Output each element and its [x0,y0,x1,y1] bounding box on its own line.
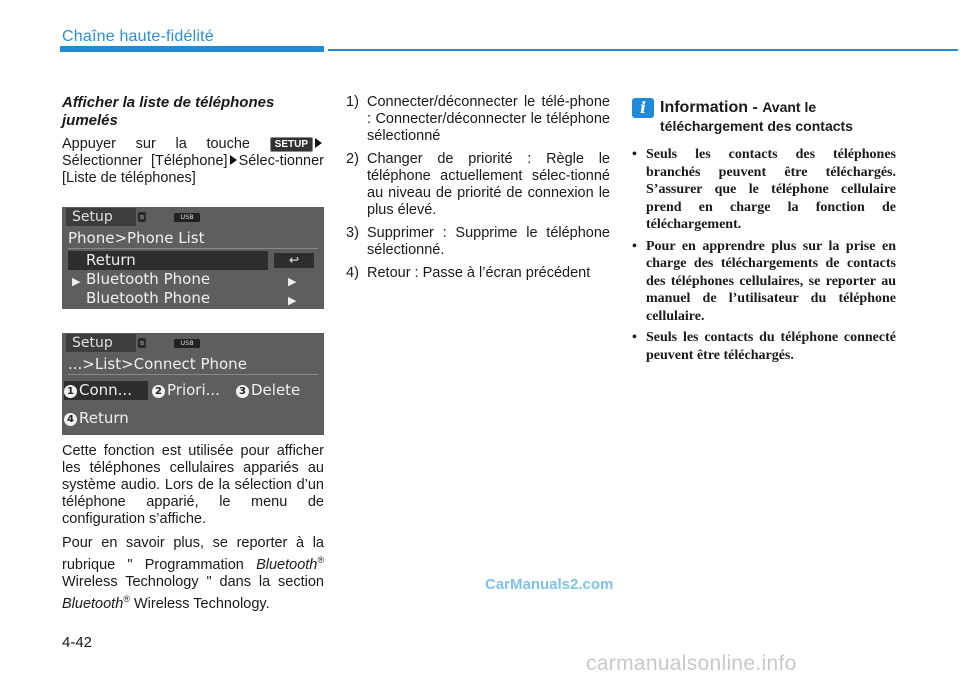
connect-phone-screen [62,333,324,435]
header-bar-right [328,49,958,51]
phone-list-screen [62,207,324,309]
reference-paragraph: Pour en savoir plus, se reporter à la rubrique " Programmation Bluetooth® Wireless Technology " dans la section Bluetooth® Wireless Technology. [62,535,324,612]
phone-row: Bluetooth Phone [86,289,211,307]
setup-tab: Setup [66,208,136,226]
bluetooth-icon: ʙ [139,213,145,221]
setup-tab: Setup [66,334,136,352]
info-icon: i [632,98,654,118]
number-badge: 1 [64,385,77,398]
menu-item-priority: 2 Priori... [152,381,220,400]
menu-item-connect: 1 Conn... [64,381,148,400]
menu-item-return: 4 Return [64,409,129,428]
bluetooth-icon: ʙ [139,339,145,347]
arrow-right-icon [315,138,322,148]
phone-row: Bluetooth Phone [86,270,211,288]
section-header-title: Chaîne haute-fidélité [62,28,214,45]
list-item: 4) Retour : Passe à l’écran précédent [346,265,591,281]
column-middle [346,94,610,288]
column-right [632,98,896,368]
number-badge: 2 [152,385,165,398]
screen-tabbar [62,207,324,227]
usb-icon: USB [174,213,200,222]
info-bullets [632,146,896,364]
usb-icon: USB [174,339,200,348]
function-list [346,94,610,282]
setup-key-badge: SETUP [270,137,313,152]
menu-item-delete: 3 Delete [236,381,300,400]
watermark-top: CarManuals2.com [485,576,614,593]
screen-tabbar [62,333,324,353]
screen-path: ...>List>Connect Phone [68,354,318,375]
arrow-right-icon [230,155,237,165]
number-badge: 4 [64,413,77,426]
chevron-right-icon: ▶ [72,275,81,288]
bullet-item: • Pour en apprendre plus sur la prise en charge des téléchargements de contacts des téléphones cellulaires, se reporter au manuel de l’utilisateur du téléphone cellulaire. [632,238,896,326]
bullet-item: • Seuls les contacts des téléphones branchés peuvent être téléchargés. S’assurer que le téléphone cellulaire prend en charge la fonction de téléchargement. [632,146,896,234]
info-header [632,98,896,136]
list-item: 2) Changer de priorité : Règle le téléphone actuellement sélec-tionné au niveau de priorité de connexion le plus élevé. [346,151,610,218]
list-item: 3) Supprimer : Supprime le téléphone sélectionné. [346,225,610,258]
page-number: 4-42 [62,634,93,651]
section-title: Afficher la liste de téléphones jumelés [62,94,275,129]
instruction-paragraph: Appuyer sur la touche SETUP Sélectionner [Téléphone] Sélec-tionner [Liste de téléphones] [62,136,324,186]
back-icon: ↩ [274,253,314,268]
number-badge: 3 [236,385,249,398]
list-item: 1) Connecter/déconnecter le télé-phone : Connecter/déconnecter le téléphone sélectionné [346,94,610,144]
header-bar-left [60,46,324,52]
bullet-item: • Seuls les contacts du téléphone connecté peuvent être téléchargés. [632,329,896,364]
watermark-bottom: carmanualsonline.info [586,652,797,675]
column-left [62,94,324,620]
return-row: Return [68,251,268,270]
chevron-right-icon: ▶ [288,294,297,307]
screen-path: Phone>Phone List [68,228,318,249]
info-title: Information - Avant le téléchargement des contacts [660,99,853,134]
chevron-right-icon: ▶ [288,275,297,288]
description-paragraph: Cette fonction est utilisée pour afficher les téléphones cellulaires appariés au système audio. Lors de la sélection d’un téléphone apparié, le menu de configuration s’affiche. [62,443,324,527]
